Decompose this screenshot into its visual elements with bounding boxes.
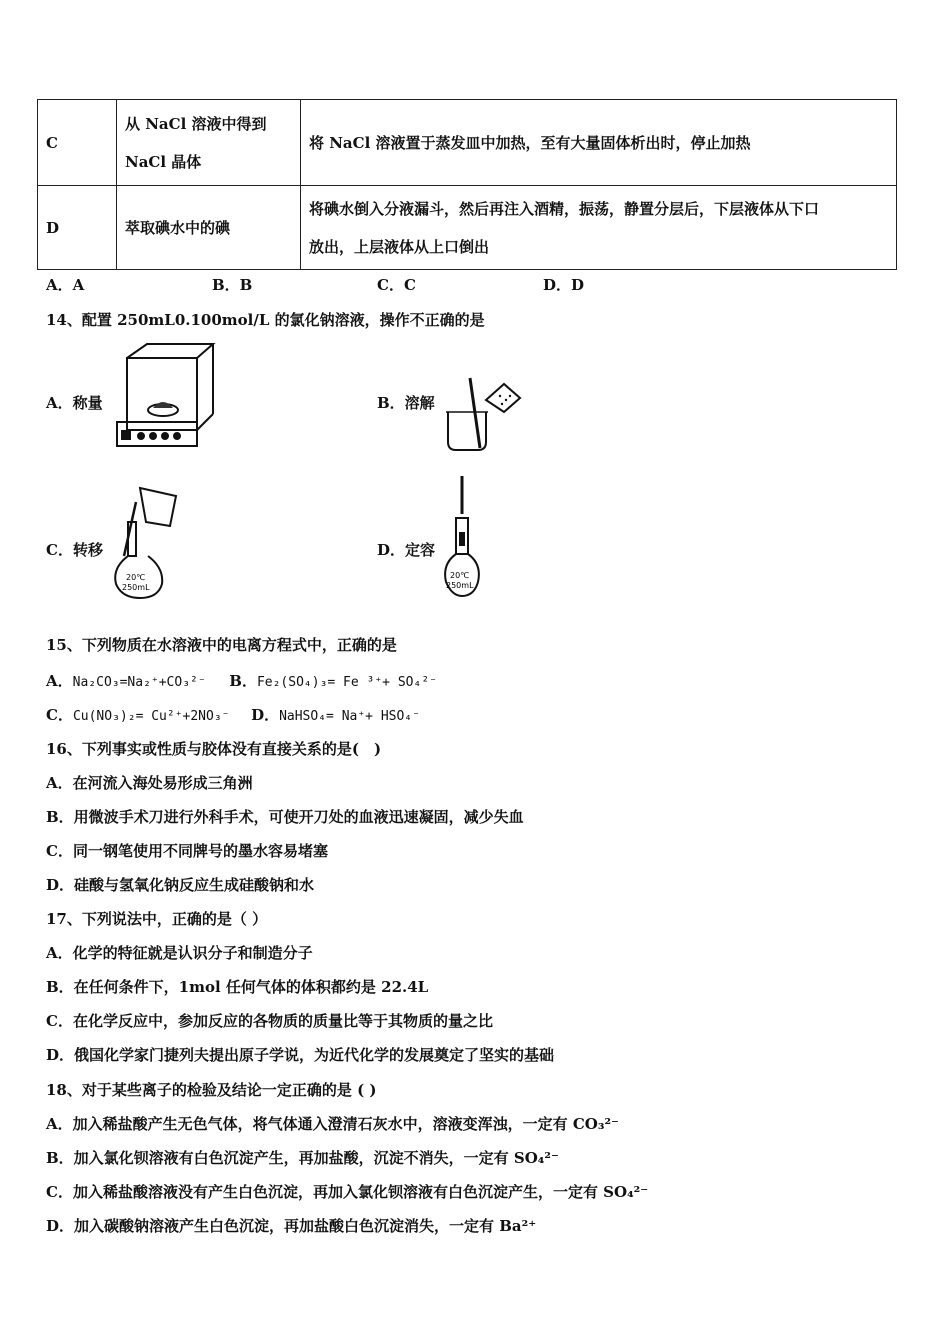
q15-b-eq: Fe₂(SO₄)₃= Fe ³⁺+ SO₄²⁻ — [256, 675, 437, 690]
q18-option-c: C．加入稀盐酸溶液没有产生白色沉淀，再加入氯化钡溶液有白色沉淀产生，一定有 SO₄²⁻ — [46, 1183, 649, 1201]
q15-a-eq: Na₂CO₃=Na₂⁺+CO₃²⁻ — [72, 675, 206, 690]
row-purpose: 萃取碘水中的碘 — [117, 186, 301, 270]
q15-d-label: D． — [251, 706, 280, 724]
table-row — [38, 100, 897, 186]
purpose-line: NaCl 晶体 — [125, 152, 202, 171]
flask-volume-text-2: 250mL — [446, 581, 474, 590]
q15-a-label: A． — [46, 672, 73, 690]
q16-option-d: D．硅酸与氢氧化钠反应生成硅酸钠和水 — [46, 876, 315, 894]
table-row — [38, 186, 897, 270]
q16-option-c: C．同一钢笔使用不同牌号的墨水容易堵塞 — [46, 842, 328, 860]
q14-stem: 14、配置 250mL0.100mol/L 的氯化钠溶液，操作不正确的是 — [46, 311, 485, 329]
row-letter: D — [38, 186, 117, 270]
row-method — [301, 186, 897, 270]
q14-option-b: B．溶解 — [377, 394, 435, 412]
q15-c-eq: Cu(NO₃)₂= Cu²⁺+2NO₃⁻ — [72, 709, 230, 724]
q13-option-a: A．A — [46, 276, 85, 294]
q18-option-a: A．加入稀盐酸产生无色气体，将气体通入澄清石灰水中，溶液变浑浊，一定有 CO₃²⁻ — [46, 1115, 619, 1133]
flask-mark-text-2: 20℃ — [450, 571, 470, 580]
q16-option-b: B．用微波手术刀进行外科手术，可使开刀处的血液迅速凝固，减少失血 — [46, 808, 524, 826]
q17-option-c: C．在化学反应中，参加反应的各物质的质量比等于其物质的量之比 — [46, 1012, 493, 1030]
purpose-line: 从 NaCl 溶液中得到 — [125, 114, 267, 133]
method-line: 将碘水倒入分液漏斗，然后再注入酒精，振荡，静置分层后，下层液体从下口 — [309, 199, 820, 218]
q15-d-eq: NaHSO₄= Na⁺+ HSO₄⁻ — [279, 709, 420, 724]
q14-option-a: A．称量 — [46, 394, 103, 412]
q17-option-d: D．俄国化学家门捷列夫提出原子学说，为近代化学的发展奠定了坚实的基础 — [46, 1046, 555, 1064]
constant-volume-figure — [442, 474, 492, 604]
flask-mark-text: 20℃ — [126, 573, 146, 582]
q14-option-d: D．定容 — [377, 541, 436, 559]
transfer-figure — [112, 482, 188, 602]
flask-volume-text: 250mL — [122, 583, 150, 592]
q15-c-label: C． — [46, 706, 73, 724]
q18-option-b: B．加入氯化钡溶液有白色沉淀产生，再加盐酸，沉淀不消失，一定有 SO₄²⁻ — [46, 1149, 559, 1167]
balance-figure — [113, 340, 217, 452]
q17-option-a: A．化学的特征就是认识分子和制造分子 — [46, 944, 313, 962]
q15-row-cd — [46, 704, 420, 725]
q17-option-b: B．在任何条件下，1mol 任何气体的体积都约是 22.4L — [46, 978, 429, 996]
q13-option-c: C．C — [377, 276, 416, 294]
q13-option-d: D．D — [543, 276, 585, 294]
row-purpose — [117, 100, 301, 186]
q13-option-b: B．B — [212, 276, 253, 294]
q15-row-ab — [46, 670, 437, 691]
q15-stem: 15、下列物质在水溶液中的电离方程式中，正确的是 — [46, 636, 397, 654]
q15-b-label: B． — [229, 672, 257, 690]
q16-option-a: A．在河流入海处易形成三角洲 — [46, 774, 253, 792]
row-method: 将 NaCl 溶液置于蒸发皿中加热，至有大量固体析出时，停止加热 — [301, 100, 897, 186]
q18-option-d: D．加入碳酸钠溶液产生白色沉淀，再加盐酸白色沉淀消失，一定有 Ba²⁺ — [46, 1217, 537, 1235]
experiment-table — [37, 99, 897, 270]
q16-stem: 16、下列事实或性质与胶体没有直接关系的是( ) — [46, 740, 382, 758]
row-letter: C — [38, 100, 117, 186]
q17-stem: 17、下列说法中，正确的是（ ） — [46, 910, 268, 928]
method-line: 放出，上层液体从上口倒出 — [309, 237, 490, 256]
q18-stem: 18、对于某些离子的检验及结论一定正确的是 ( ) — [46, 1081, 377, 1099]
q14-option-c: C．转移 — [46, 541, 103, 559]
dissolving-figure — [442, 374, 524, 454]
